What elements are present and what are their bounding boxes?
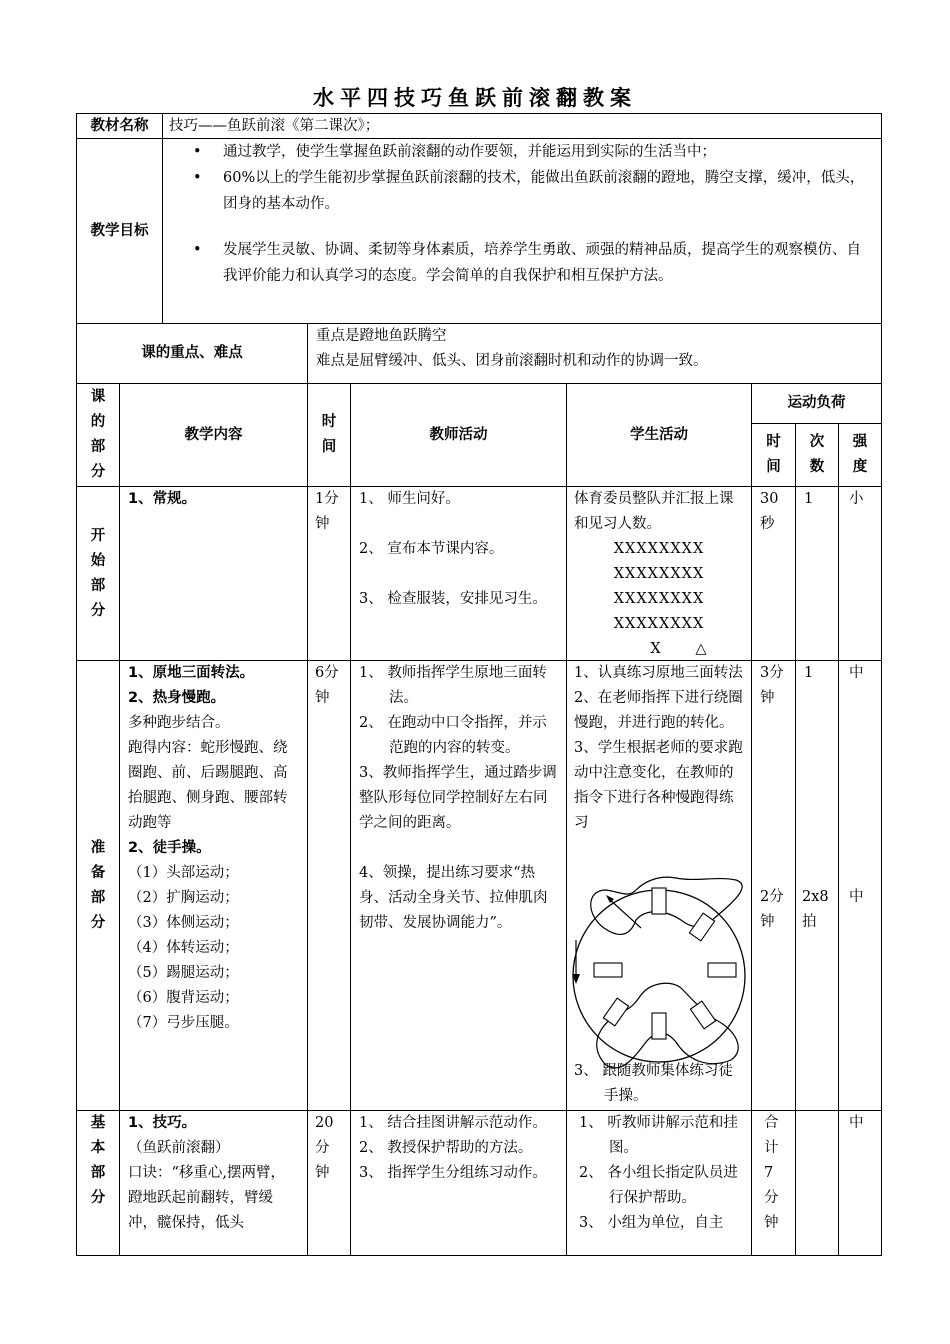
- formation-marks: X △: [650, 641, 708, 657]
- prep-load2-count: 2x8拍: [802, 889, 829, 930]
- start-student: [567, 487, 751, 662]
- group-marker: [708, 963, 736, 977]
- focus-label: 课的重点、难点: [141, 345, 243, 361]
- prep-exercise: （5）踢腿运动；: [128, 965, 239, 981]
- start-load-intensity: 小: [849, 491, 864, 507]
- group-marker: [690, 1001, 715, 1029]
- formation-row: XXXXXXXX: [613, 616, 705, 632]
- prep-exercise: （1）头部运动；: [128, 865, 239, 881]
- header-time: 时间: [321, 414, 337, 455]
- basic-load-time: 合计7分钟: [764, 1115, 779, 1231]
- start-load-count: 1: [804, 491, 814, 507]
- group-marker: [594, 963, 622, 977]
- group-marker: [652, 1013, 666, 1039]
- prep-part-label: 准备部分: [90, 839, 106, 931]
- basic-student: [567, 1111, 751, 1236]
- start-time: 1分钟: [315, 491, 339, 532]
- basic-teacher: [351, 1111, 566, 1186]
- start-teacher: [351, 487, 566, 612]
- material-value: 技巧——鱼跃前滚《第二课次》；: [169, 118, 380, 134]
- header-load-time: 时间: [766, 434, 781, 475]
- prep-content-text: 多种跑步结合。: [128, 715, 230, 731]
- prep-teacher: [351, 661, 566, 936]
- page-title: 水平四技巧鱼跃前滚翻教案: [313, 86, 637, 110]
- basic-teacher-item: 1、 结合挂图讲解示范动作。: [359, 1115, 547, 1131]
- basic-content: [120, 1111, 307, 1236]
- prep-student: [567, 661, 751, 836]
- focus-content: [308, 324, 881, 383]
- objectives-label: 教学目标: [90, 222, 149, 239]
- prep-student-item: [567, 1059, 751, 1109]
- objectives-list: [163, 139, 881, 323]
- objective-item: • 60%以上的学生能初步掌握鱼跃前滚翻的技术，能做出鱼跃前滚翻的蹬地，腾空支撑，缓冲，低头，团身的基本动作。: [223, 165, 873, 217]
- header-load-count: 次数: [809, 434, 825, 475]
- start-teacher-item: 3、 检查服装，安排见习生。: [359, 591, 547, 607]
- formation-row: XXXXXXXX: [613, 566, 705, 582]
- prep-time: 6分钟: [315, 665, 339, 706]
- formation-row: XXXXXXXX: [613, 541, 705, 557]
- prep-teacher-item: 2、 在跑动中口令指挥，并示范跑的内容的转变。: [359, 715, 547, 756]
- prep-load2-intensity: 中: [849, 889, 864, 905]
- prep-exercise: （3）体侧运动；: [128, 915, 239, 931]
- header-load: 运动负荷: [787, 395, 846, 411]
- start-student-intro: 体育委员整队并汇报上课和见习人数。: [574, 491, 734, 532]
- prep-content-heading: 2、热身慢跑。: [128, 690, 226, 706]
- basic-content-text: 口诀：“移重心,摆两臂，蹬地跃起前翻转，臂缓冲，髋保持，低头: [128, 1165, 286, 1231]
- group-marker: [689, 913, 714, 941]
- prep-content: [120, 661, 307, 1036]
- objective-item: • 通过教学，使学生掌握鱼跃前滚翻的动作要领，并能运用到实际的生活当中；: [223, 139, 873, 165]
- prep-teacher-item: 1、 教师指挥学生原地三面转法。: [359, 665, 547, 706]
- header-teacher: 教师活动: [429, 426, 488, 443]
- header-content: 教学内容: [184, 426, 243, 443]
- prep-content-heading: 2、徒手操。: [128, 840, 211, 856]
- prep-teacher-item: 4、领操，提出练习要求“热身、活动全身关节、拉伸肌肉韧带、发展协调能力”。: [359, 865, 548, 931]
- prep-student-item: 1、认真练习原地三面转法: [574, 665, 743, 681]
- start-part-label: 开始部分: [90, 527, 106, 619]
- prep-content-heading: 1、原地三面转法。: [128, 665, 255, 681]
- objective-item: • 发展学生灵敏、协调、柔韧等身体素质，培养学生勇敢、顽强的精神品质，提高学生的观察模仿、自我评价能力和认真学习的态度。学会简单的自我保护和相互保护方法。: [223, 237, 873, 289]
- header-part: 课的部分: [90, 389, 106, 480]
- basic-time: 20分钟: [315, 1115, 334, 1181]
- group-marker: [652, 888, 666, 914]
- start-teacher-item: 2、 宣布本节课内容。: [359, 541, 504, 557]
- prep-exercise: （4）体转运动；: [128, 940, 239, 956]
- basic-teacher-item: 2、 教授保护帮助的方法。: [359, 1140, 533, 1156]
- formation-row: XXXXXXXX: [613, 591, 705, 607]
- prep-exercise: （6）腹背运动；: [128, 990, 239, 1006]
- basic-part-label: 基本部分: [90, 1115, 106, 1206]
- prep-student-item-text: 3、 跟随教师集体练习徒手操。: [574, 1063, 733, 1104]
- prep-exercise: （2）扩胸运动；: [128, 890, 239, 906]
- focus-key: 重点是蹬地鱼跃腾空: [316, 328, 447, 344]
- serpentine-path: [597, 983, 738, 1068]
- prep-exercise: （7）弓步压腿。: [128, 1015, 239, 1031]
- basic-student-item: 2、 各小组长指定队员进行保护帮助。: [579, 1165, 738, 1206]
- header-load-intensity: 强度: [852, 434, 868, 475]
- prep-content-text: 跑得内容：蛇形慢跑、绕圈跑、前、后踢腿跑、高抬腿跑、侧身跑、腰部转动跑等: [128, 740, 288, 831]
- basic-content-text: （鱼跃前滚翻）: [128, 1140, 230, 1156]
- start-load-time: 30秒: [760, 491, 779, 532]
- prep-load1-intensity: 中: [849, 665, 864, 681]
- basic-content-heading: 1、技巧。: [128, 1115, 197, 1131]
- prep-load1-count: 1: [804, 665, 814, 681]
- direction-arrow: [608, 898, 641, 928]
- start-content: 1、常规。: [128, 491, 197, 507]
- basic-load-intensity: 中: [849, 1115, 864, 1131]
- header-student: 学生活动: [630, 426, 688, 443]
- basic-teacher-item: 3、 指挥学生分组练习动作。: [359, 1165, 547, 1181]
- prep-student-item: 3、学生根据老师的要求跑动中注意变化，在教师的指令下进行各种慢跑得练习: [574, 740, 743, 831]
- prep-teacher-item: 3、教师指挥学生，通过踏步调整队形每位同学控制好左右同学之间的距离。: [359, 765, 557, 831]
- material-label: 教材名称: [90, 117, 149, 134]
- basic-student-item: 3、 小组为单位，自主: [579, 1215, 724, 1231]
- running-route-diagram: [566, 870, 752, 1070]
- focus-difficulty: 难点是屈臂缓冲、低头、团身前滚翻时机和动作的协调一致。: [316, 353, 708, 369]
- prep-student-item: 2、在老师指挥下进行绕圈慢跑，并进行跑的转化。: [574, 690, 743, 731]
- start-teacher-item: 1、 师生问好。: [359, 491, 460, 507]
- prep-load2-time: 2分钟: [760, 889, 784, 930]
- prep-load1-time: 3分钟: [760, 665, 784, 706]
- basic-student-item: 1、 听教师讲解示范和挂图。: [579, 1115, 738, 1156]
